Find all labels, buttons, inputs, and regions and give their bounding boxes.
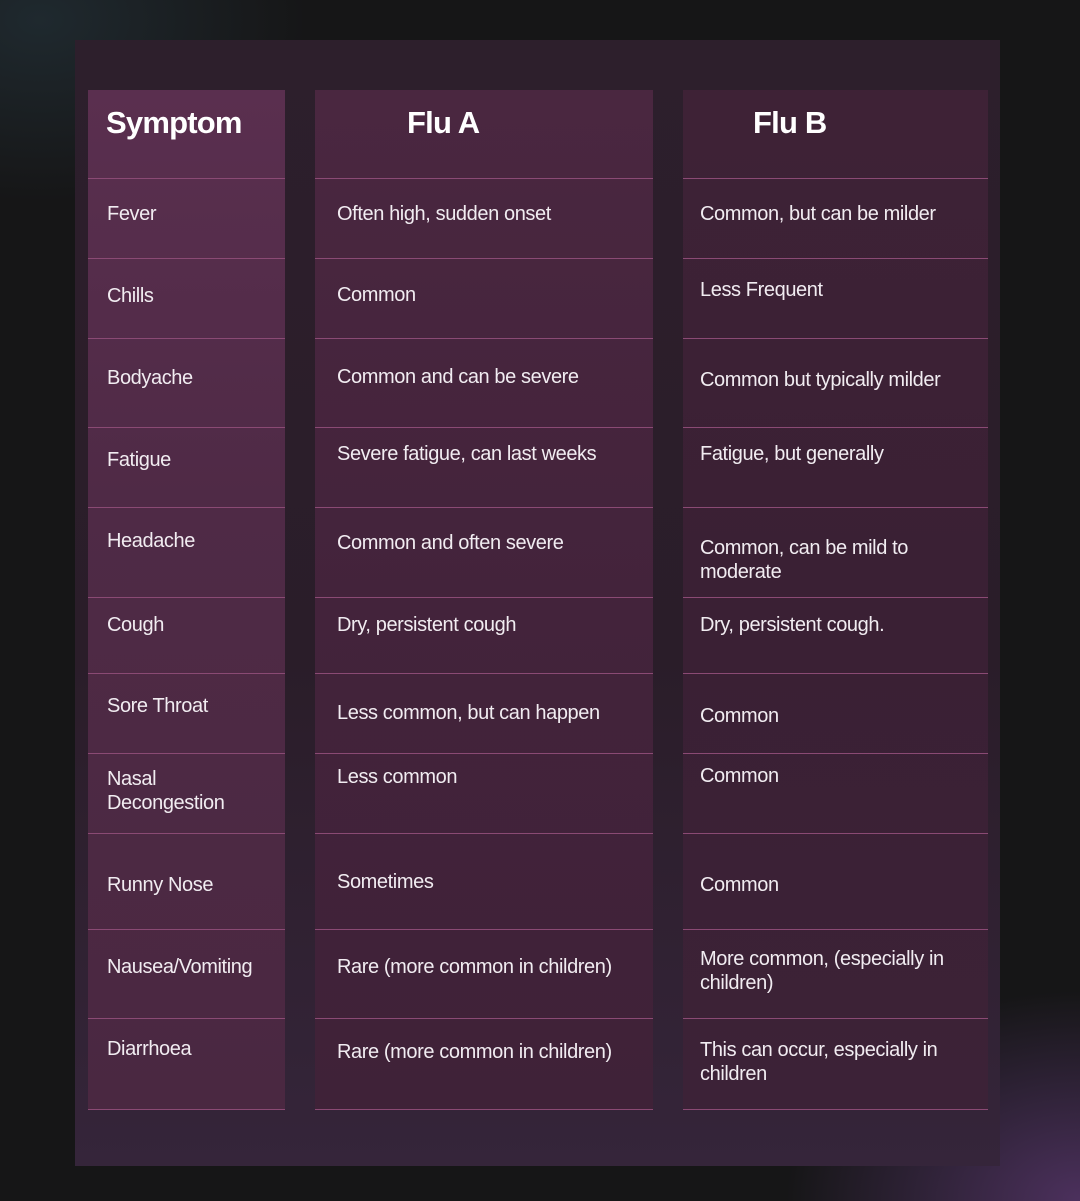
table-cell — [683, 674, 988, 754]
flu-b-value: This can occur, especially in children — [700, 1039, 938, 1085]
flu-a-header-cell — [315, 90, 653, 179]
table-cell — [683, 930, 988, 1019]
table-cell — [88, 1019, 285, 1110]
flu-b-value: Common — [700, 765, 779, 787]
table-cell — [683, 598, 988, 674]
flu-b-column — [683, 90, 988, 1110]
symptom-label: Cough — [107, 614, 164, 636]
flu-a-value: Often high, sudden onset — [337, 203, 551, 225]
flu-a-value: Common and often severe — [337, 532, 564, 554]
flu-b-value: Common — [700, 874, 779, 896]
table-cell — [315, 428, 653, 508]
flu-b-value: Common — [700, 705, 779, 727]
flu-b-value: Fatigue, but generally — [700, 443, 884, 465]
table-cell — [315, 179, 653, 259]
table-cell — [683, 339, 988, 428]
table-cell — [88, 674, 285, 754]
flu-a-value: Less common — [337, 766, 458, 788]
table-cell — [88, 179, 285, 259]
table-cell — [683, 179, 988, 259]
flu-a-value: Rare (more common in children) — [337, 1041, 612, 1063]
table-cell — [88, 598, 285, 674]
table-cell — [88, 930, 285, 1019]
flu-a-value: Dry, persistent cough — [337, 614, 517, 636]
symptom-label: Runny Nose — [107, 874, 214, 896]
flu-b-value: More common, (especially in children) — [700, 948, 944, 994]
table-cell — [683, 834, 988, 930]
flu-a-value: Severe fatigue, can last weeks — [337, 443, 597, 465]
table-cell — [683, 259, 988, 339]
symptom-label: Diarrhoea — [107, 1038, 192, 1060]
flu-a-value: Rare (more common in children) — [337, 956, 612, 978]
table-cell — [88, 259, 285, 339]
symptom-label: Nausea/Vomiting — [107, 956, 253, 978]
table-cell — [683, 428, 988, 508]
table-cell — [315, 930, 653, 1019]
symptom-label: Headache — [107, 530, 195, 552]
table-cell — [88, 428, 285, 508]
symptom-label: Sore Throat — [107, 695, 208, 717]
table-cell — [88, 339, 285, 428]
table-cell — [88, 834, 285, 930]
table-cell — [315, 508, 653, 598]
table-cell — [315, 754, 653, 834]
symptom-label: Chills — [107, 285, 154, 307]
table-cell — [683, 1019, 988, 1110]
flu-a-value: Common — [337, 284, 416, 306]
flu-a-header: Flu A — [407, 105, 480, 140]
table-cell — [683, 508, 988, 598]
flu-b-header: Flu B — [753, 105, 827, 140]
flu-b-value: Dry, persistent cough. — [700, 614, 885, 636]
table-cell — [88, 754, 285, 834]
flu-b-value: Common but typically milder — [700, 369, 941, 391]
table-cell — [315, 339, 653, 428]
symptom-label: Nasal Decongestion — [107, 768, 225, 814]
symptom-label: Fatigue — [107, 449, 171, 471]
flu-a-value: Common and can be severe — [337, 366, 579, 388]
table-cell — [315, 674, 653, 754]
table-cell — [315, 1019, 653, 1110]
table-cell — [683, 754, 988, 834]
table-cell — [315, 598, 653, 674]
symptom-header: Symptom — [106, 105, 242, 140]
flu-b-value: Less Frequent — [700, 279, 823, 301]
table-cell — [315, 259, 653, 339]
flu-a-value: Sometimes — [337, 871, 434, 893]
flu-b-value: Common, can be mild to moderate — [700, 537, 908, 583]
symptom-label: Bodyache — [107, 367, 193, 389]
symptom-label: Fever — [107, 203, 157, 225]
flu-b-header-cell — [683, 90, 988, 179]
symptom-column — [88, 90, 285, 1110]
symptom-header-cell — [88, 90, 285, 179]
table-cell — [315, 834, 653, 930]
flu-a-value: Less common, but can happen — [337, 702, 600, 724]
flu-b-value: Common, but can be milder — [700, 203, 936, 225]
table-cell — [88, 508, 285, 598]
flu-a-column — [315, 90, 653, 1110]
